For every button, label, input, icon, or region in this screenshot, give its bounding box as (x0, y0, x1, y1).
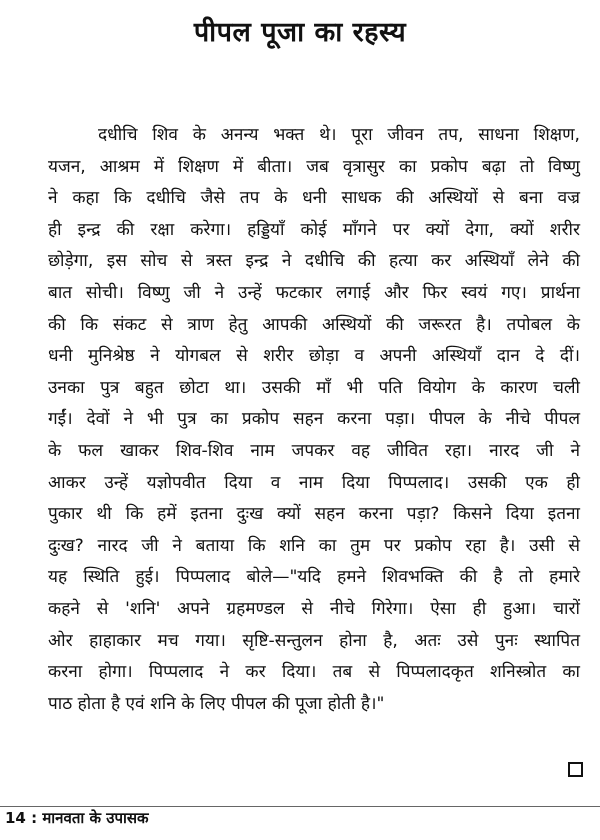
text-line: पुकार थी कि हमें इतना दुःख क्यों सहन करना पड़ा? किसने दिया इतना (48, 504, 580, 525)
text-line: ने कहा कि दधीचि जैसे तप के धनी साधक की अस्थियों से बना वज्र (48, 188, 580, 209)
text-line: धनी मुनिश्रेष्ठ ने योगबल से शरीर छोड़ा व अपनी अस्थियाँ दान दे दीं। (48, 346, 580, 367)
body-paragraph (48, 120, 580, 720)
text-line: गईं। देवों ने भी पुत्र का प्रकोप सहन करना पड़ा। पीपल के नीचे पीपल (48, 409, 580, 430)
text-line: की कि संकट से त्राण हेतु आपकी अस्थियों की जरूरत है। तपोबल के (48, 314, 580, 335)
end-of-article-square-icon (568, 762, 583, 777)
text-line: उनका पुत्र बहुत छोटा था। उसकी माँ भी पति वियोग के कारण चली (48, 377, 580, 398)
text-line: ही इन्द्र की रक्षा करेगा। हड्डियाँ कोई माँगने पर क्यों देगा, क्यों शरीर (48, 219, 580, 240)
text-line: छोड़ेगा, इस सोच से त्रस्त इन्द्र ने दधीचि की हत्या कर अस्थियाँ लेने की (48, 251, 580, 272)
footer-divider (0, 806, 600, 807)
text-line: बात सोची। विष्णु जी ने उन्हें फटकार लगाई और फिर स्वयं गए। प्रार्थना (48, 282, 580, 303)
text-line: आकर उन्हें यज्ञोपवीत दिया व नाम दिया पिप्पलाद। उसकी एक ही (48, 472, 580, 493)
text-line: ओर हाहाकार मच गया। सृष्टि-सन्तुलन होना है, अतः उसे पुनः स्थापित (48, 630, 580, 651)
text-line: दधीचि शिव के अनन्य भक्त थे। पूरा जीवन तप, साधना शिक्षण, (98, 125, 580, 145)
text-line: पाठ होता है एवं शनि के लिए पीपल की पूजा होती है।" (48, 693, 385, 714)
page-title: पीपल पूजा का रहस्य (193, 17, 407, 48)
page-footer: 14 : मानवता के उपासक (5, 809, 149, 827)
text-line: कहने से 'शनि' अपने ग्रहमण्डल से नीचे गिरेगा। ऐसा ही हुआ। चारों (48, 598, 580, 619)
text-line: यजन, आश्रम में शिक्षण में बीता। जब वृत्रासुर का प्रकोप बढ़ा तो विष्णु (48, 156, 580, 177)
text-line: दुःख? नारद जी ने बताया कि शनि का तुम पर प्रकोप रहा है। उसी से (48, 535, 580, 556)
text-line: के फल खाकर शिव-शिव नाम जपकर वह जीवित रहा। नारद जी ने (48, 440, 580, 461)
text-line: करना होगा। पिप्पलाद ने कर दिया। तब से पिप्पलादकृत शनिस्त्रोत का (48, 662, 580, 683)
text-line: यह स्थिति हुई। पिप्पलाद बोले—"यदि हमने शिवभक्ति की है तो हमारे (48, 567, 580, 588)
